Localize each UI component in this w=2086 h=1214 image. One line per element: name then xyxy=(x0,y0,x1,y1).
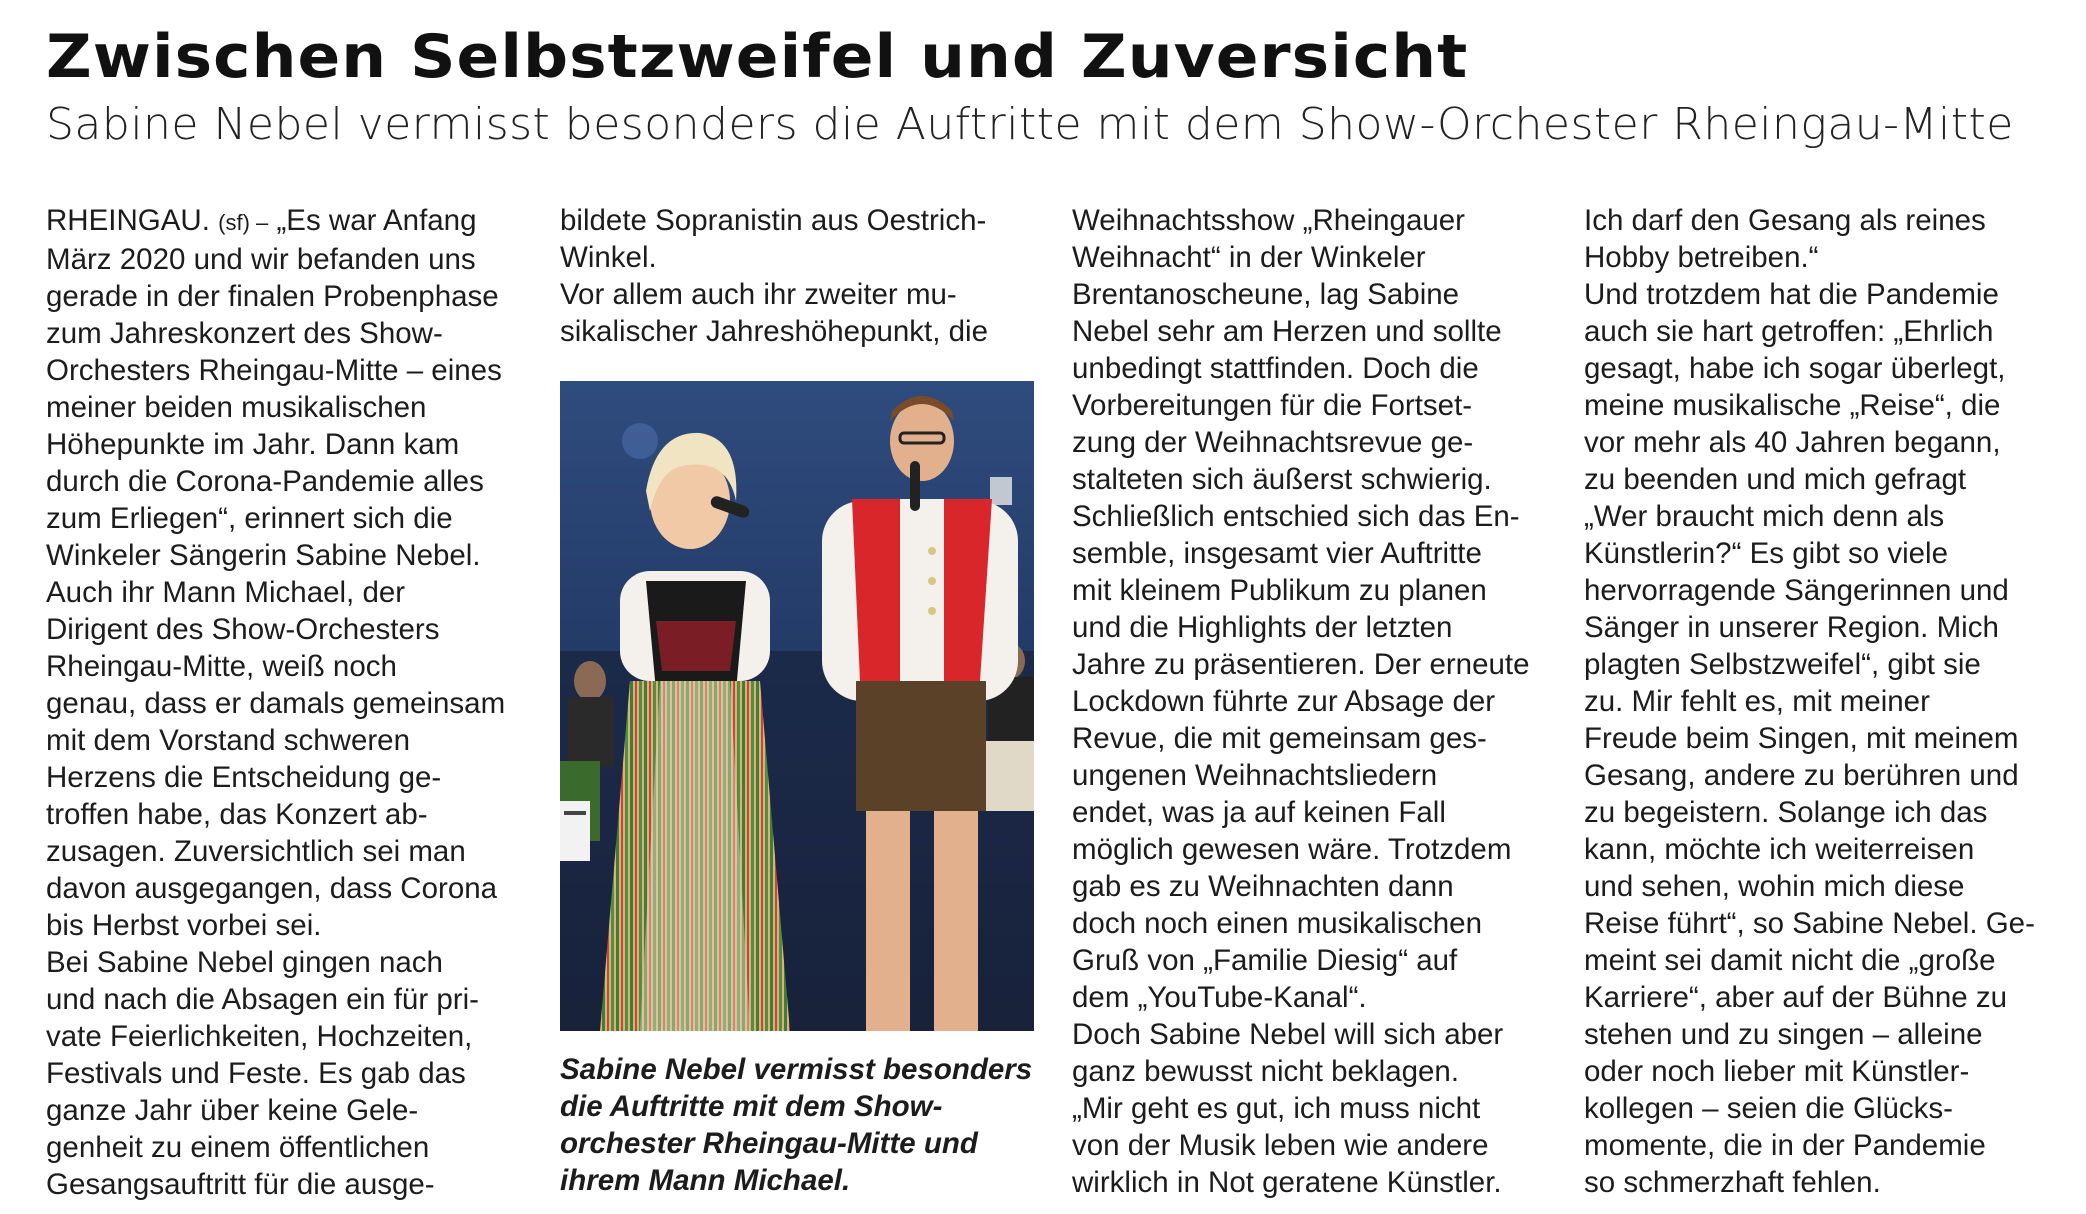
text-line: „Wer braucht mich denn als xyxy=(1584,500,1945,533)
text-line: Nebel sehr am Herzen und sollte xyxy=(1072,315,1502,348)
text-line: genheit zu einem öffentlichen xyxy=(46,1131,430,1164)
text-line: kann, möchte ich weiterreisen xyxy=(1584,833,1975,866)
text-line: davon ausgegangen, dass Corona xyxy=(46,872,498,905)
text-line: gerade in der finalen Probenphase xyxy=(46,280,499,313)
text-line: ganz bewusst nicht beklagen. xyxy=(1072,1055,1460,1088)
text-line: Und trotzdem hat die Pandemie xyxy=(1584,278,1999,311)
text-line: mit kleinem Publikum zu planen xyxy=(1072,574,1487,607)
text-line: Doch Sabine Nebel will sich aber xyxy=(1072,1018,1504,1051)
text-line: bis Herbst vorbei sei. xyxy=(46,909,322,942)
text-line: plagten Selbstzweifel“, gibt sie xyxy=(1584,648,1981,681)
text-line: oder noch lieber mit Künstler- xyxy=(1584,1055,1970,1088)
text-line: März 2020 und wir befanden uns xyxy=(46,243,476,276)
text-line: stehen und zu singen – alleine xyxy=(1584,1018,1983,1051)
text-line: Winkeler Sängerin Sabine Nebel. xyxy=(46,539,481,572)
text-line: von der Musik leben wie andere xyxy=(1072,1129,1489,1162)
text-line: Gruß von „Familie Diesig“ auf xyxy=(1072,944,1458,977)
text-line: ganze Jahr über keine Gele- xyxy=(46,1094,419,1127)
text-line: mit dem Vorstand schweren xyxy=(46,724,410,757)
text-line: gab es zu Weihnachten dann xyxy=(1072,870,1454,903)
singers-on-stage-photo xyxy=(560,381,1034,1031)
text-line: endet, was ja auf keinen Fall xyxy=(1072,796,1446,829)
text-line: troffen habe, das Konzert ab- xyxy=(46,798,428,831)
text-line: vate Feierlichkeiten, Hochzeiten, xyxy=(46,1020,473,1053)
article-subheadline: Sabine Nebel vermisst besonders die Auftritte mit dem Show-Orchester Rheingau-Mitte xyxy=(46,99,2014,150)
text-line: auch sie hart getroffen: „Ehrlich xyxy=(1584,315,1994,348)
text-line: Herzens die Entscheidung ge- xyxy=(46,761,442,794)
text-line: „Es war Anfang xyxy=(276,204,477,237)
text-line: sikalischer Jahreshöhepunkt, die xyxy=(560,315,988,348)
text-line: Künstlerin?“ Es gibt so viele xyxy=(1584,537,1949,570)
dateline-place: RHEINGAU. xyxy=(46,204,210,237)
text-line: zu beenden und mich gefragt xyxy=(1584,463,1967,496)
text-line: Jahre zu präsentieren. Der erneute xyxy=(1072,648,1530,681)
text-line: kollegen – seien die Glücks- xyxy=(1584,1092,1953,1125)
text-line: zum Erliegen“, erinnert sich die xyxy=(46,502,453,535)
text-line: Bei Sabine Nebel gingen nach xyxy=(46,946,443,979)
text-line: hervorragende Sängerinnen und xyxy=(1584,574,2009,607)
caption-line: ihrem Mann Michael. xyxy=(560,1164,851,1197)
text-line: wirklich in Not geratene Künstler. xyxy=(1072,1166,1502,1199)
text-line: doch noch einen musikalischen xyxy=(1072,907,1482,940)
text-line: Schließlich entschied sich das En- xyxy=(1072,500,1520,533)
text-line: Vor allem auch ihr zweiter mu- xyxy=(560,278,957,311)
text-line: meine musikalische „Reise“, die xyxy=(1584,389,2001,422)
text-line xyxy=(46,202,524,241)
text-line: Brentanoscheune, lag Sabine xyxy=(1072,278,1460,311)
text-line: so schmerzhaft fehlen. xyxy=(1584,1166,1881,1199)
text-line: meint sei damit nicht die „große xyxy=(1584,944,1996,977)
text-line: zu begeistern. Solange ich das xyxy=(1584,796,1988,829)
photo-caption xyxy=(560,1051,1038,1199)
text-line: Auch ihr Mann Michael, der xyxy=(46,576,406,609)
text-line: Rheingau-Mitte, weiß noch xyxy=(46,650,397,683)
caption-line: Sabine Nebel vermisst besonders xyxy=(560,1053,1033,1086)
text-line: Winkel. xyxy=(560,241,657,274)
text-line: Sänger in unserer Region. Mich xyxy=(1584,611,1999,644)
text-line: ungenen Weihnachtsliedern xyxy=(1072,759,1438,792)
text-line: genau, dass er damals gemeinsam xyxy=(46,687,506,720)
text-column-1 xyxy=(46,202,524,1203)
text-column-3 xyxy=(1072,202,1550,1201)
text-column-4 xyxy=(1584,202,2062,1201)
text-line: und sehen, wohin mich diese xyxy=(1584,870,1965,903)
text-line: Höhepunkte im Jahr. Dann kam xyxy=(46,428,460,461)
text-line: Weihnacht“ in der Winkeler xyxy=(1072,241,1426,274)
text-line: Festivals und Feste. Es gab das xyxy=(46,1057,466,1090)
text-line: unbedingt stattfinden. Doch die xyxy=(1072,352,1479,385)
text-line: stalteten sich äußerst schwierig. xyxy=(1072,463,1492,496)
text-line: Ich darf den Gesang als reines xyxy=(1584,204,1986,237)
text-line: Gesang, andere zu berühren und xyxy=(1584,759,2019,792)
text-line: Gesangsauftritt für die ausge- xyxy=(46,1168,435,1201)
text-line: Orchesters Rheingau-Mitte – eines xyxy=(46,354,502,387)
text-column-2 xyxy=(560,202,1038,350)
text-line: Revue, die mit gemeinsam ges- xyxy=(1072,722,1487,755)
text-line: vor mehr als 40 Jahren begann, xyxy=(1584,426,2001,459)
text-line: „Mir geht es gut, ich muss nicht xyxy=(1072,1092,1481,1125)
text-line: Hobby betreiben.“ xyxy=(1584,241,1819,274)
dateline-source: (sf) – xyxy=(218,210,269,235)
text-line: Reise führt“, so Sabine Nebel. Ge- xyxy=(1584,907,2035,940)
text-line: und nach die Absagen ein für pri- xyxy=(46,983,479,1016)
text-line: durch die Corona-Pandemie alles xyxy=(46,465,484,498)
text-line: Karriere“, aber auf der Bühne zu xyxy=(1584,981,2008,1014)
text-line: Dirigent des Show-Orchesters xyxy=(46,613,440,646)
text-line: dem „YouTube-Kanal“. xyxy=(1072,981,1367,1014)
article-body xyxy=(46,180,2040,1200)
caption-line: die Auftritte mit dem Show- xyxy=(560,1090,943,1123)
text-line: gesagt, habe ich sogar überlegt, xyxy=(1584,352,2006,385)
caption-line: orchester Rheingau-Mitte und xyxy=(560,1127,978,1160)
text-line: semble, insgesamt vier Auftritte xyxy=(1072,537,1482,570)
text-line: zu. Mir fehlt es, mit meiner xyxy=(1584,685,1930,718)
text-line: zum Jahreskonzert des Show- xyxy=(46,317,443,350)
text-line: momente, die in der Pandemie xyxy=(1584,1129,1986,1162)
article-headline: Zwischen Selbstzweifel und Zuversicht xyxy=(46,22,1469,92)
text-line: Freude beim Singen, mit meinem xyxy=(1584,722,2019,755)
text-line: und die Highlights der letzten xyxy=(1072,611,1453,644)
text-line: möglich gewesen wäre. Trotzdem xyxy=(1072,833,1512,866)
text-line: meiner beiden musikalischen xyxy=(46,391,427,424)
text-line: zung der Weihnachtsrevue ge- xyxy=(1072,426,1474,459)
text-line: Lockdown führte zur Absage der xyxy=(1072,685,1496,718)
text-line: Vorbereitungen für die Fortset- xyxy=(1072,389,1473,422)
text-line: zusagen. Zuversichtlich sei man xyxy=(46,835,466,868)
text-line: bildete Sopranistin aus Oestrich- xyxy=(560,204,987,237)
text-line: Weihnachtsshow „Rheingauer xyxy=(1072,204,1466,237)
newspaper-article xyxy=(46,22,2040,1202)
